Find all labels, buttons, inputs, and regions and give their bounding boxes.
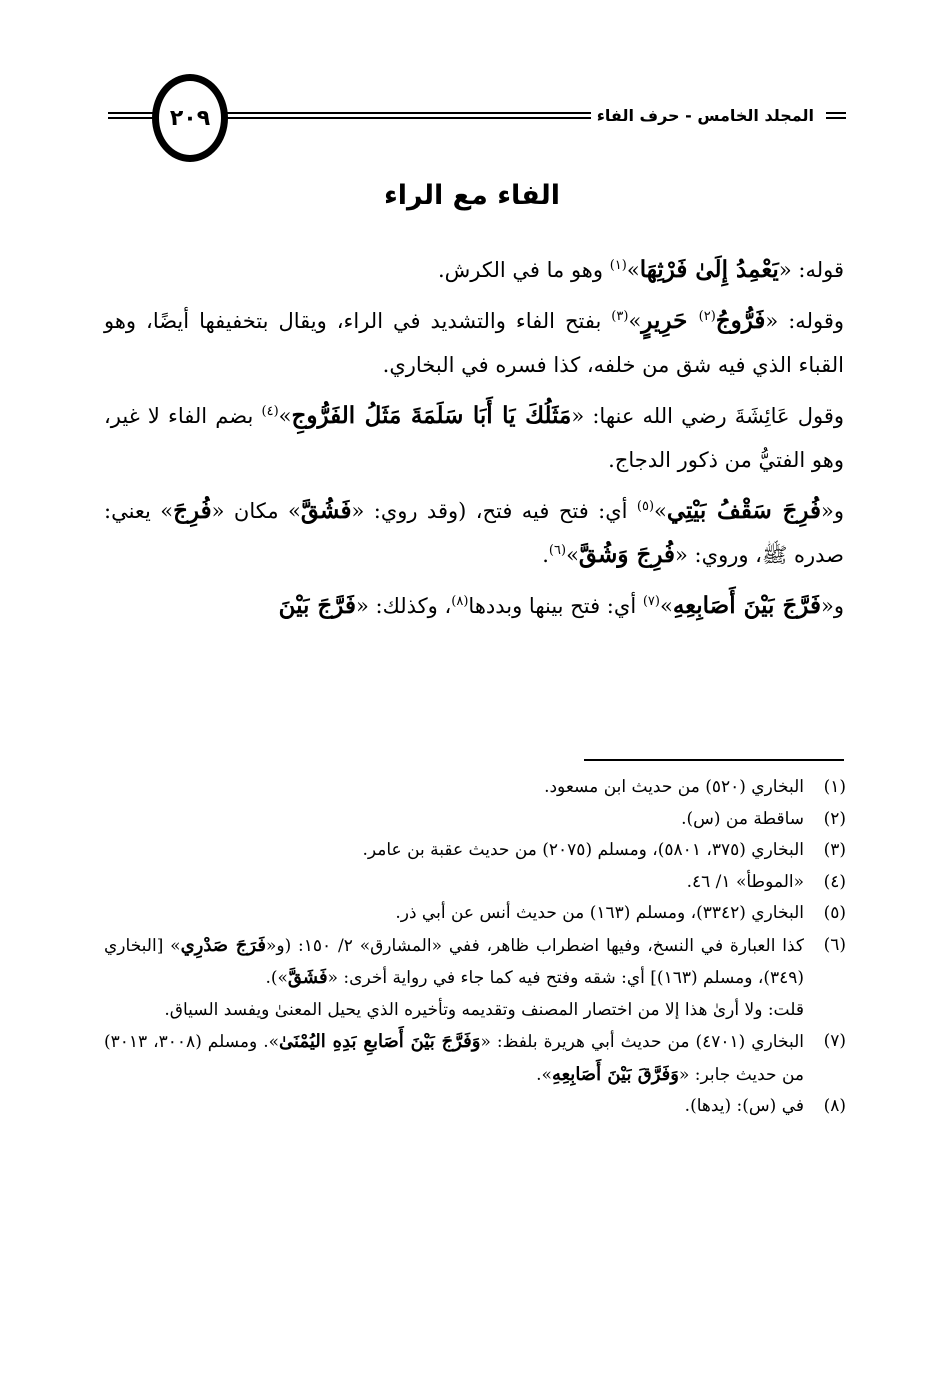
text-run: و« [821, 593, 844, 618]
main-text [104, 248, 844, 634]
footnote-ref[interactable]: (٨) [451, 593, 469, 609]
quoted-hadith-phrase: فُرِجَ سَقْفُ بَيْتِي [666, 496, 822, 524]
text-run: »). [265, 968, 288, 988]
footnote-number: (٨) [823, 1096, 846, 1116]
text-run: وقوله: « [765, 308, 844, 333]
footnote-ref[interactable]: (٦) [548, 543, 567, 558]
footnote-number: (٦) [823, 934, 846, 955]
footnote-ref[interactable]: (٢) [698, 308, 716, 324]
text-run: ، وكذلك: « [355, 593, 452, 618]
footnote-ref[interactable]: (٤) [261, 403, 279, 419]
quoted-hadith-phrase: حَرِيرٍ [641, 306, 699, 334]
quoted-hadith-phrase: مَثَلُكَ يَا أَبَا سَلَمَةَ مَثَلُ الفَرُّوجِ [291, 401, 572, 429]
paragraph [104, 584, 844, 629]
page-number-frame [152, 74, 228, 162]
text-run: » مكان « [211, 498, 301, 523]
footnote-comment: قلت: ولا أرىٰ هذا إلا من اختصار المصنف وتقديمه وتأخيره الذي يحيل المعنىٰ ويفسد السياق. [164, 999, 804, 1020]
footnotes [104, 772, 846, 1123]
footnote [104, 867, 846, 899]
quoted-hadith-phrase: فَرَّجَ بَيْنَ [278, 591, 356, 619]
footnote-number: (٢) [823, 808, 846, 829]
footnote-ref[interactable]: (٣) [611, 308, 629, 324]
footnote-ref[interactable]: (٥) [636, 498, 655, 514]
text-run: بفتح الفاء والتشديد في الراء، ويقال بتخفيفها أيضًا، وهو القباء الذي فيه شق من خلفه، كذا فسره في البخاري. [104, 308, 844, 377]
footnote [104, 930, 846, 995]
text-run: » [626, 258, 640, 282]
text-run: وهو ما في الكرش. [438, 258, 610, 282]
footnote-text: في (س): (يدها). [684, 1096, 804, 1116]
footnote-number: (٥) [823, 903, 846, 923]
text-run: كذا العبارة في النسخ، وفيها اضطراب ظاهر، ففي «المشارق» ٢/ ١٥٠: (و« [265, 935, 805, 956]
quoted-hadith-phrase: وَفَرَّجَ بَيْنَ أَصَابعِ بَدِهِ اليُمْنَىٰ [279, 1031, 481, 1052]
text-run: » [659, 593, 673, 618]
section-title: الفاء مع الراء [384, 180, 560, 211]
quoted-hadith-phrase: فُرِجَ وَشُقَّ [578, 541, 676, 568]
text-run: وقول عَائِشَةَ رضي الله عنها: « [571, 403, 845, 428]
text-run: » [654, 498, 667, 523]
quoted-hadith-phrase: فَشَقَّ [287, 967, 328, 988]
text-run: البخاري (٤٧٠١) من حديث أبي هريرة بلفظ: « [480, 1032, 804, 1052]
text-run: ». ومسلم (٣٠٠٨، ٣٠١٣) من حديث جابر: « [104, 1032, 804, 1085]
text-run: ». [536, 1064, 552, 1085]
text-run: أي: فتح بينها وبددها [468, 593, 643, 618]
text-run: أي: فتح فيه فتح، (وقد روي: « [351, 498, 637, 523]
footnote [104, 898, 846, 930]
text-run: » يعني: صدره ﷺ، وروي: « [104, 498, 844, 567]
footnote-number: (٣) [823, 840, 846, 860]
paragraph [104, 489, 844, 578]
footnote-text: البخاري (٣٧٥، ٥٨٠١)، ومسلم (٢٠٧٥) من حديث عقبة بن عامر. [362, 840, 804, 860]
footnote [104, 1026, 846, 1091]
paragraph [104, 248, 844, 293]
text-run: » [628, 308, 642, 333]
footnote-text: البخاري (٣٣٤٢)، ومسلم (١٦٣) من حديث أنس عن أبي ذر. [395, 903, 804, 923]
footnote-number: (٤) [823, 871, 846, 892]
page-number: ٢٠٩ [169, 105, 211, 131]
text-run: » [566, 543, 579, 567]
footnote [104, 804, 846, 836]
quoted-hadith-phrase: فُرِجَ [173, 496, 212, 524]
footnote [104, 772, 846, 804]
footnote [104, 835, 846, 867]
paragraph [104, 394, 844, 483]
quoted-hadith-phrase: يَعْمِدُ إِلَىٰ فَرْثِهَا [639, 256, 779, 283]
text-run: » [البخاري (٣٤٩)، ومسلم (١٦٣)] أي: شقه وفتح فيه كما جاء في رواية أخرى: « [104, 935, 804, 988]
page-header [108, 68, 846, 168]
footnote [104, 1091, 846, 1123]
footnote-separator [584, 759, 844, 761]
quoted-hadith-phrase: وَفَرَّقَ بَيْنَ أَصَابِعِهِ [551, 1063, 679, 1085]
text-run: بضم الفاء لا غير، وهو الفتيُّ من ذكور الدجاج. [104, 403, 844, 472]
header-rule-left [108, 112, 156, 124]
quoted-hadith-phrase: فَشُقَّ [300, 496, 352, 524]
footnote-text: البخاري (٥٢٠) من حديث ابن مسعود. [544, 777, 804, 797]
footnote-number: (٧) [823, 1031, 846, 1051]
header-rule-right [826, 112, 846, 124]
text-run: و« [821, 498, 845, 523]
paragraph [104, 299, 844, 388]
running-title: المجلد الخامس - حرف الفاء [591, 106, 820, 125]
quoted-hadith-phrase: فَرُّوجُ [715, 306, 766, 334]
footnote-ref[interactable]: (١) [609, 258, 627, 273]
footnote-text: ساقطة من (س). [681, 808, 804, 829]
text-run: قوله: « [778, 258, 844, 282]
quoted-hadith-phrase: فَرَجَ صَدْرِي [180, 934, 266, 956]
quoted-hadith-phrase: فَرَّجَ بَيْنَ أَصَابِعِهِ [672, 591, 821, 619]
footnote-text [104, 1026, 804, 1091]
footnote-number: (١) [823, 777, 846, 797]
text-run: » [278, 403, 292, 428]
footnote-ref[interactable]: (٧) [642, 593, 660, 609]
footnote-text: «الموطأ» ١/ ٤٦. [686, 871, 804, 892]
footnote-text [104, 930, 804, 995]
text-run: . [542, 543, 549, 567]
